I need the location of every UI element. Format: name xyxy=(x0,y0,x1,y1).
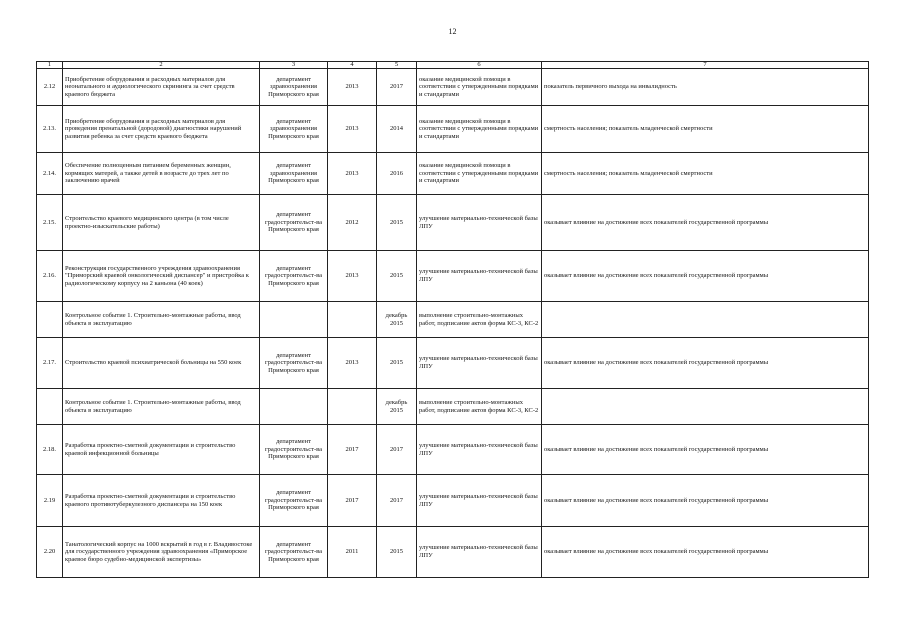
indicator: оказывает влияние на достижение всех показателей государственной программы xyxy=(542,425,869,475)
activity-title: Танатологический корпус на 1000 вскрытий в год в г. Владивостоке для государственного учреждения здравоохранения «Приморское краевое бюро судебно-медицинской экспертизы» xyxy=(63,527,260,578)
end-year: 2015 xyxy=(377,338,417,389)
expected-result: выполнение строительно-монтажных работ, подписание актов форма КС-3, КС-2 xyxy=(417,389,542,425)
activity-title: Разработка проектно-сметной документации и строительство краевого противотуберкулезного диспансера на 150 коек xyxy=(63,475,260,527)
activity-title: Приобретение оборудования и расходных материалов для неонатального и аудиологического скрининга за счет средств краевого бюджета xyxy=(63,69,260,106)
activity-title: Приобретение оборудования и расходных материалов для проведения пренатальной (дородовой) диагностики нарушений развития ребенка за счет средств краевого бюджета xyxy=(63,106,260,153)
indicator: смертность населения; показатель младенческой смертности xyxy=(542,153,869,195)
start-year xyxy=(328,389,377,425)
end-year: 2017 xyxy=(377,475,417,527)
activity-title: Контрольное событие 1. Строительно-монтажные работы, ввод объекта в эксплуатацию xyxy=(63,302,260,338)
executor: департамент градостроительст-ва Приморского края xyxy=(260,195,328,251)
activity-title: Строительство краевой психиатрической больницы на 550 коек xyxy=(63,338,260,389)
table-row xyxy=(37,153,869,195)
activity-title: Строительство краевого медицинского центра (в том числе проектно-изыскательские работы) xyxy=(63,195,260,251)
executor: департамент здравоохранения Приморского края xyxy=(260,106,328,153)
indicator: оказывает влияние на достижение всех показателей государственной программы xyxy=(542,195,869,251)
program-activities-table xyxy=(36,61,869,578)
executor: департамент здравоохранения Приморского края xyxy=(260,153,328,195)
executor: департамент градостроительст-ва Приморского края xyxy=(260,527,328,578)
expected-result: улучшение материально-технической базы ЛПУ xyxy=(417,475,542,527)
end-year: 2015 xyxy=(377,251,417,302)
expected-result: улучшение материально-технической базы ЛПУ xyxy=(417,527,542,578)
indicator: оказывает влияние на достижение всех показателей государственной программы xyxy=(542,338,869,389)
expected-result: улучшение материально-технической базы ЛПУ xyxy=(417,338,542,389)
start-year xyxy=(328,302,377,338)
row-number: 2.12 xyxy=(37,69,63,106)
row-number: 2.19 xyxy=(37,475,63,527)
row-number: 2.14. xyxy=(37,153,63,195)
table-row xyxy=(37,195,869,251)
indicator xyxy=(542,389,869,425)
control-event-row xyxy=(37,302,869,338)
column-header: 3 xyxy=(260,62,328,69)
column-header: 7 xyxy=(542,62,869,69)
column-header: 6 xyxy=(417,62,542,69)
end-year: декабрь 2015 xyxy=(377,389,417,425)
activity-title: Контрольное событие 1. Строительно-монтажные работы, ввод объекта в эксплуатацию xyxy=(63,389,260,425)
expected-result: оказание медицинской помощи в соответствии с утвержденными порядками и стандартами xyxy=(417,69,542,106)
expected-result: оказание медицинской помощи в соответствии с утвержденными порядками и стандартами xyxy=(417,153,542,195)
table-row xyxy=(37,106,869,153)
start-year: 2017 xyxy=(328,425,377,475)
column-header: 5 xyxy=(377,62,417,69)
indicator: оказывает влияние на достижение всех показателей государственной программы xyxy=(542,475,869,527)
start-year: 2013 xyxy=(328,69,377,106)
row-number xyxy=(37,389,63,425)
executor: департамент градостроительст-ва Приморского края xyxy=(260,251,328,302)
expected-result: выполнение строительно-монтажных работ, подписание актов форма КС-3, КС-2 xyxy=(417,302,542,338)
table-row xyxy=(37,425,869,475)
executor: департамент градостроительст-ва Приморского края xyxy=(260,475,328,527)
executor xyxy=(260,389,328,425)
indicator: показатель первичного выхода на инвалидность xyxy=(542,69,869,106)
expected-result: улучшение материально-технической базы ЛПУ xyxy=(417,195,542,251)
table-row xyxy=(37,338,869,389)
executor xyxy=(260,302,328,338)
expected-result: оказание медицинской помощи в соответствии с утвержденными порядками и стандартами xyxy=(417,106,542,153)
control-event-row xyxy=(37,389,869,425)
row-number: 2.20 xyxy=(37,527,63,578)
end-year: 2015 xyxy=(377,195,417,251)
expected-result: улучшение материально-технической базы ЛПУ xyxy=(417,425,542,475)
start-year: 2011 xyxy=(328,527,377,578)
table-row xyxy=(37,251,869,302)
executor: департамент градостроительст-ва Приморского края xyxy=(260,425,328,475)
table-row xyxy=(37,475,869,527)
column-header: 2 xyxy=(63,62,260,69)
end-year: 2015 xyxy=(377,527,417,578)
start-year: 2013 xyxy=(328,153,377,195)
row-number: 2.15. xyxy=(37,195,63,251)
row-number xyxy=(37,302,63,338)
end-year: 2017 xyxy=(377,425,417,475)
row-number: 2.18. xyxy=(37,425,63,475)
end-year: декабрь 2015 xyxy=(377,302,417,338)
indicator xyxy=(542,302,869,338)
column-header: 4 xyxy=(328,62,377,69)
executor: департамент здравоохранения Приморского края xyxy=(260,69,328,106)
activity-title: Обеспечение полноценным питанием беременных женщин, кормящих матерей, а также детей в возрасте до трех лет по заключению врачей xyxy=(63,153,260,195)
row-number: 2.13. xyxy=(37,106,63,153)
start-year: 2013 xyxy=(328,106,377,153)
activity-title: Реконструкция государственного учреждения здравоохранения "Приморский краевой онкологический диспансер" и пристройка к радиологическому корпусу на 2 каньона (40 коек) xyxy=(63,251,260,302)
start-year: 2017 xyxy=(328,475,377,527)
activity-title: Разработка проектно-сметной документации и строительство краевой инфекционной больницы xyxy=(63,425,260,475)
expected-result: улучшение материально-технической базы ЛПУ xyxy=(417,251,542,302)
executor: департамент градостроительст-ва Приморского края xyxy=(260,338,328,389)
table-header-row xyxy=(37,62,869,69)
indicator: оказывает влияние на достижение всех показателей государственной программы xyxy=(542,251,869,302)
row-number: 2.17. xyxy=(37,338,63,389)
end-year: 2014 xyxy=(377,106,417,153)
end-year: 2016 xyxy=(377,153,417,195)
table-row xyxy=(37,69,869,106)
start-year: 2013 xyxy=(328,251,377,302)
start-year: 2012 xyxy=(328,195,377,251)
page-number: 12 xyxy=(448,27,457,36)
indicator: оказывает влияние на достижение всех показателей государственной программы xyxy=(542,527,869,578)
column-header: 1 xyxy=(37,62,63,69)
start-year: 2013 xyxy=(328,338,377,389)
row-number: 2.16. xyxy=(37,251,63,302)
indicator: смертность населения; показатель младенческой смертности xyxy=(542,106,869,153)
end-year: 2017 xyxy=(377,69,417,106)
table-row xyxy=(37,527,869,578)
